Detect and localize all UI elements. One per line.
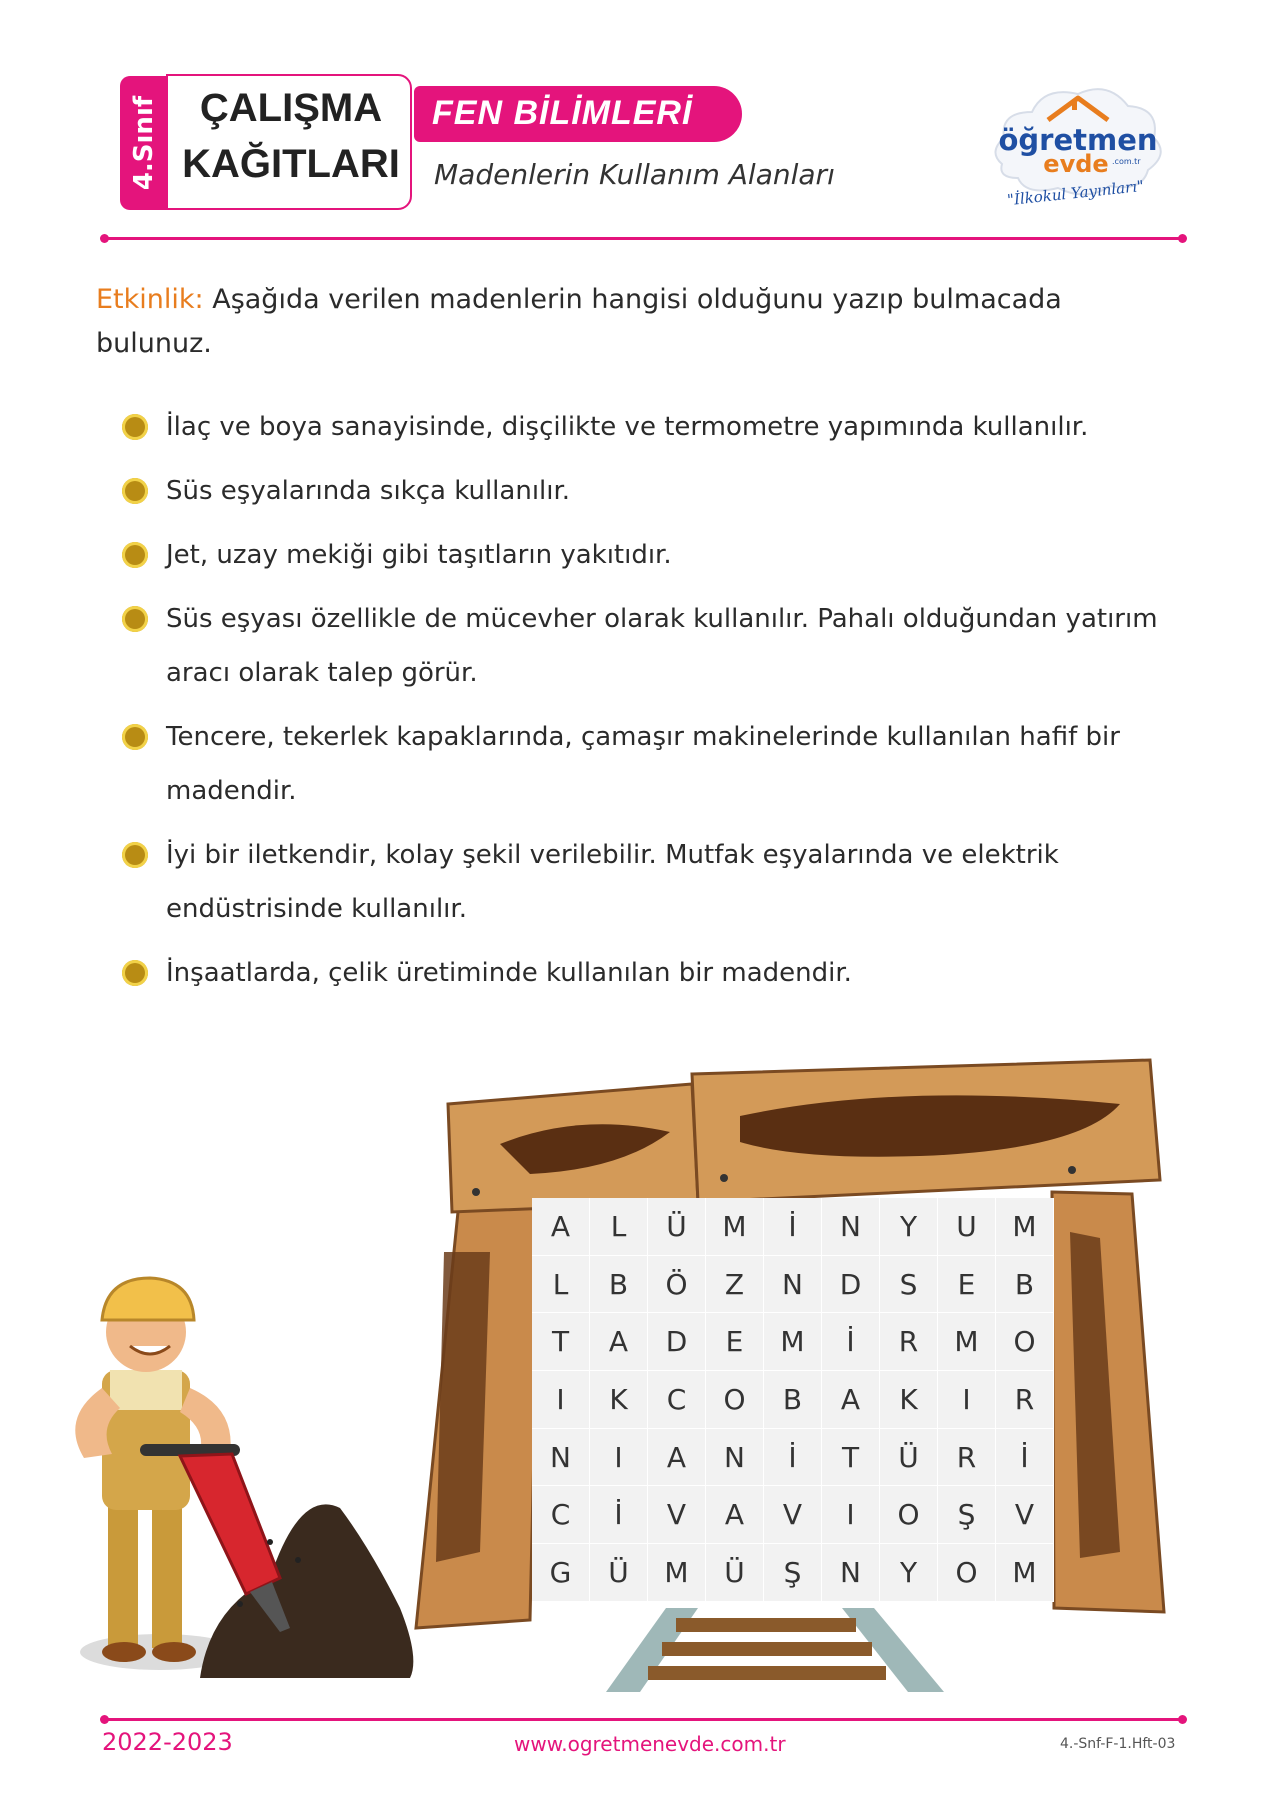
hard-hat-icon xyxy=(102,1278,194,1320)
worksheet-title-box xyxy=(166,74,412,210)
activity-instruction xyxy=(96,278,1136,366)
footer-divider xyxy=(104,1718,1184,1721)
grid-cell[interactable]: N xyxy=(822,1198,880,1256)
grade-label: 4.Sınıf xyxy=(129,95,159,191)
grid-cell[interactable]: D xyxy=(648,1313,706,1371)
bullet-icon xyxy=(122,414,148,440)
grid-cell[interactable]: A xyxy=(706,1486,764,1544)
grid-cell[interactable]: E xyxy=(938,1256,996,1314)
grid-cell[interactable]: I xyxy=(822,1486,880,1544)
clue-text: İnşaatlarda, çelik üretiminde kullanılan bir madendir. xyxy=(166,958,852,988)
grid-cell[interactable]: A xyxy=(532,1198,590,1256)
grid-cell[interactable]: E xyxy=(706,1313,764,1371)
bullet-icon xyxy=(122,478,148,504)
clue-item xyxy=(122,710,1172,818)
grid-cell[interactable]: A xyxy=(590,1313,648,1371)
grid-cell[interactable]: O xyxy=(938,1544,996,1602)
grid-cell[interactable]: M xyxy=(938,1313,996,1371)
subject-label: FEN BİLİMLERİ xyxy=(432,94,693,132)
grid-cell[interactable]: V xyxy=(764,1486,822,1544)
grid-cell[interactable]: S xyxy=(880,1256,938,1314)
grid-cell[interactable]: Ş xyxy=(938,1486,996,1544)
footer-year: 2022-2023 xyxy=(102,1728,233,1756)
header-divider xyxy=(104,237,1184,240)
jackhammer-body xyxy=(180,1454,280,1594)
clue-text: Jet, uzay mekiği gibi taşıtların yakıtıdır. xyxy=(166,540,672,570)
grid-cell[interactable]: T xyxy=(822,1429,880,1487)
grid-cell[interactable]: Ü xyxy=(648,1198,706,1256)
grid-cell[interactable]: Z xyxy=(706,1256,764,1314)
rail-sleeper xyxy=(676,1618,856,1632)
grid-cell[interactable]: B xyxy=(764,1371,822,1429)
grid-cell[interactable]: V xyxy=(996,1486,1054,1544)
bolt-icon xyxy=(1068,1166,1076,1174)
miner-illustration xyxy=(40,1248,440,1688)
clue-item xyxy=(122,592,1172,700)
grid-cell[interactable]: Ş xyxy=(764,1544,822,1602)
grid-cell[interactable]: N xyxy=(764,1256,822,1314)
bullet-icon xyxy=(122,724,148,750)
grid-cell[interactable]: Ü xyxy=(706,1544,764,1602)
grid-cell[interactable]: M xyxy=(996,1544,1054,1602)
title-line-2: KAĞITLARI xyxy=(182,142,400,186)
clue-text: Süs eşyalarında sıkça kullanılır. xyxy=(166,476,571,506)
clue-text: İyi bir iletkendir, kolay şekil verilebilir. Mutfak eşyalarında ve elektrik endüstrisinde kullanılır. xyxy=(166,840,1059,924)
grid-cell[interactable]: K xyxy=(880,1371,938,1429)
grid-cell[interactable]: A xyxy=(822,1371,880,1429)
clue-item xyxy=(122,464,1172,518)
clue-list xyxy=(122,400,1172,1010)
clue-item xyxy=(122,946,1172,1000)
grid-cell[interactable]: K xyxy=(590,1371,648,1429)
bullet-icon xyxy=(122,542,148,568)
grid-cell[interactable]: M xyxy=(996,1198,1054,1256)
grid-cell[interactable]: R xyxy=(996,1371,1054,1429)
grid-cell[interactable]: İ xyxy=(764,1198,822,1256)
grid-cell[interactable]: Ö xyxy=(648,1256,706,1314)
grid-cell[interactable]: N xyxy=(706,1429,764,1487)
clue-item xyxy=(122,528,1172,582)
topic-title: Madenlerin Kullanım Alanları xyxy=(434,158,835,191)
grid-cell[interactable]: Y xyxy=(880,1198,938,1256)
logo-brand-text-1: öğretmen xyxy=(998,123,1158,157)
grid-cell[interactable]: Y xyxy=(880,1544,938,1602)
grid-cell[interactable]: M xyxy=(706,1198,764,1256)
grid-cell[interactable]: Ü xyxy=(590,1544,648,1602)
grid-cell[interactable]: R xyxy=(938,1429,996,1487)
divider-end-dot xyxy=(1178,1715,1187,1724)
bullet-icon xyxy=(122,842,148,868)
clue-text: Tencere, tekerlek kapaklarında, çamaşır makinelerinde kullanılan hafif bir madendir. xyxy=(166,722,1120,806)
debris xyxy=(267,1539,273,1545)
grid-cell[interactable]: B xyxy=(590,1256,648,1314)
footer-document-code: 4.-Snf-F-1.Hft-03 xyxy=(1060,1736,1176,1752)
bolt-icon xyxy=(472,1188,480,1196)
grid-cell[interactable]: B xyxy=(996,1256,1054,1314)
logo-brand-text-2: evde xyxy=(1043,150,1109,178)
divider-end-dot xyxy=(1178,234,1187,243)
grid-cell[interactable]: D xyxy=(822,1256,880,1314)
grid-cell[interactable]: G xyxy=(532,1544,590,1602)
bullet-icon xyxy=(122,960,148,986)
grid-cell[interactable]: C xyxy=(532,1486,590,1544)
grid-cell[interactable]: O xyxy=(706,1371,764,1429)
grade-tab xyxy=(120,76,168,210)
grid-cell[interactable]: A xyxy=(648,1429,706,1487)
logo-domain-suffix: .com.tr xyxy=(1112,157,1141,166)
grid-cell[interactable]: T xyxy=(532,1313,590,1371)
cloud-house-icon xyxy=(982,72,1172,212)
subject-badge xyxy=(414,86,742,142)
divider-end-dot xyxy=(100,1715,109,1724)
grid-cell[interactable]: I xyxy=(590,1429,648,1487)
publisher-logo xyxy=(982,72,1172,212)
logo-tagline: "İlkokul Yayınları" xyxy=(1006,176,1145,210)
grid-cell[interactable]: I xyxy=(532,1371,590,1429)
grid-cell[interactable]: M xyxy=(648,1544,706,1602)
grid-cell[interactable]: M xyxy=(764,1313,822,1371)
clue-text: Süs eşyası özellikle de mücevher olarak kullanılır. Pahalı olduğundan yatırım aracı olarak talep görür. xyxy=(166,604,1158,688)
miner-leg xyxy=(152,1498,182,1648)
bullet-icon xyxy=(122,606,148,632)
grid-cell[interactable]: V xyxy=(648,1486,706,1544)
grid-cell[interactable]: İ xyxy=(764,1429,822,1487)
grid-cell[interactable]: O xyxy=(880,1486,938,1544)
grid-cell[interactable]: L xyxy=(590,1198,648,1256)
grid-cell[interactable]: İ xyxy=(822,1313,880,1371)
bolt-icon xyxy=(720,1174,728,1182)
word-search-grid[interactable] xyxy=(532,1198,1054,1602)
grid-cell[interactable]: Ü xyxy=(880,1429,938,1487)
grid-cell[interactable]: N xyxy=(822,1544,880,1602)
footer-website-link[interactable]: www.ogretmenevde.com.tr xyxy=(514,1732,786,1756)
grid-cell[interactable]: U xyxy=(938,1198,996,1256)
divider-end-dot xyxy=(100,234,109,243)
clue-text: İlaç ve boya sanayisinde, dişçilikte ve termometre yapımında kullanılır. xyxy=(166,412,1089,442)
grid-cell[interactable]: O xyxy=(996,1313,1054,1371)
debris xyxy=(237,1601,243,1607)
clue-item xyxy=(122,828,1172,936)
debris xyxy=(295,1557,301,1563)
grid-cell[interactable]: I xyxy=(938,1371,996,1429)
grid-cell[interactable]: İ xyxy=(996,1429,1054,1487)
activity-instruction-text: Aşağıda verilen madenlerin hangisi olduğunu yazıp bulmacada bulunuz. xyxy=(96,284,1062,359)
rail-sleeper xyxy=(648,1666,886,1680)
miner-leg xyxy=(108,1498,138,1648)
activity-label: Etkinlik: xyxy=(96,284,204,315)
grid-cell[interactable]: N xyxy=(532,1429,590,1487)
title-line-1: ÇALIŞMA xyxy=(199,86,383,130)
grid-cell[interactable]: C xyxy=(648,1371,706,1429)
rail-sleeper xyxy=(662,1642,872,1656)
grid-cell[interactable]: İ xyxy=(590,1486,648,1544)
miner-boot xyxy=(152,1642,196,1662)
grid-cell[interactable]: L xyxy=(532,1256,590,1314)
miner-shirt xyxy=(110,1370,182,1410)
clue-item xyxy=(122,400,1172,454)
grid-cell[interactable]: R xyxy=(880,1313,938,1371)
miner-boot xyxy=(102,1642,146,1662)
